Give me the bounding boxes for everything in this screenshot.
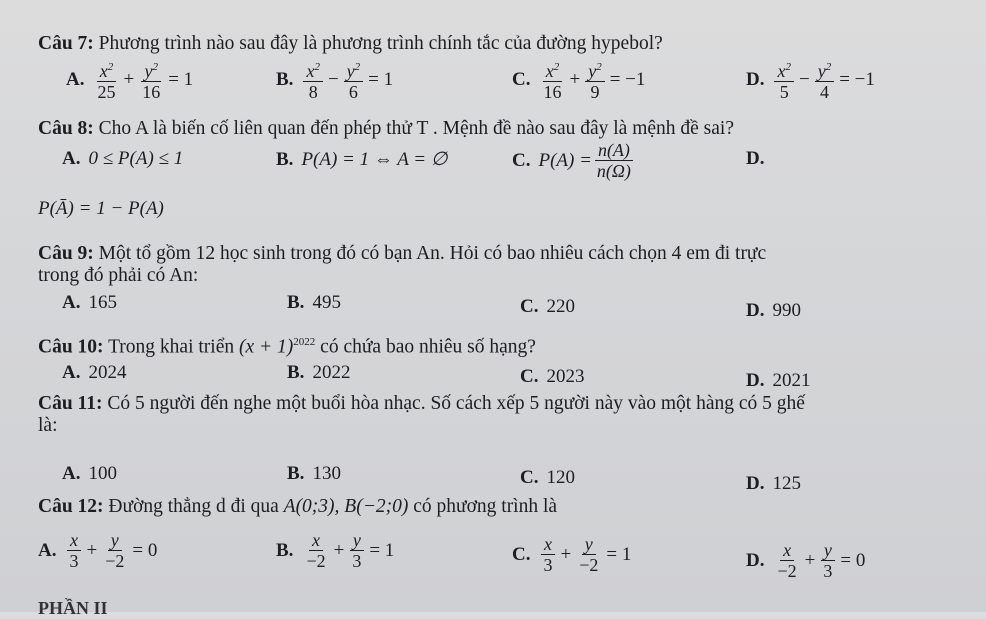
option-12d[interactable]: D. $\frac{x}{-2}$ + $\frac{y}{3}$ = 0 <box>746 540 866 581</box>
section-heading-cut: PHẦN II <box>38 598 108 618</box>
question-number: Câu 11: <box>38 393 103 414</box>
option-11b[interactable]: B. 130 <box>287 463 341 484</box>
question-9-cont: trong đó phải có An: <box>38 265 199 286</box>
question-11: Câu 11: Có 5 người đến nghe một buổi hòa nhạc. Số cách xếp 5 người này vào một hàng có 5 ghế <box>38 393 805 414</box>
option-9c[interactable]: C. 220 <box>520 296 575 317</box>
question-number: Câu 12: <box>38 496 104 517</box>
option-8a[interactable]: A. 0 ≤ P(A) ≤ 1 <box>62 148 184 169</box>
option-10d[interactable]: D. 2021 <box>746 370 811 391</box>
option-8b[interactable]: B. P(A) = 1 ⇔ A = ∅ <box>276 148 448 170</box>
option-11a[interactable]: A. 100 <box>62 463 117 484</box>
option-9d[interactable]: D. 990 <box>746 300 801 321</box>
question-number: Câu 7: <box>38 33 94 54</box>
option-9b[interactable]: B. 495 <box>287 292 341 313</box>
question-9 <box>38 242 766 266</box>
option-8c[interactable]: C. P(A) = $\frac{n(A)}{n(\Omega)}$ <box>512 140 631 181</box>
option-9a[interactable]: A. 165 <box>62 292 117 313</box>
question-12: Câu 12: Đường thẳng d đi qua A(0;3), B(−2;0) có phương trình là <box>38 496 558 517</box>
option-10c[interactable]: C. 2023 <box>520 366 585 387</box>
question-number: Câu 8: <box>38 118 94 139</box>
option-7d[interactable]: D. $\frac{x^2}{5}$ − $\frac{y^2}{4}$ = −1 <box>746 57 878 102</box>
option-12b[interactable]: B. $\frac{x}{-2}$ + $\frac{y}{3}$ = 1 <box>276 530 395 571</box>
question-text: Cho A là biến cố liên quan đến phép thử T . Mệnh đề nào sau đây là mệnh đề sai? <box>98 118 735 139</box>
question-8 <box>38 117 734 141</box>
option-10a[interactable]: A. 2024 <box>62 362 127 383</box>
option-12a[interactable]: A. $\frac{x}{3}$ + $\frac{y}{-2}$ = 0 <box>38 530 158 571</box>
option-8d-content: P(Ā) = 1 − P(A) <box>38 198 164 219</box>
option-10b[interactable]: B. 2022 <box>287 362 351 383</box>
question-11-cont: là: <box>38 415 58 436</box>
question-number: Câu 9: <box>38 243 94 264</box>
question-7 <box>38 32 663 56</box>
option-11d[interactable]: D. 125 <box>746 473 801 494</box>
question-text: Phương trình nào sau đây là phương trình chính tắc của đường hypebol? <box>98 33 663 54</box>
question-10: Câu 10: Trong khai triển $(x + 1)^{2022}$ có chứa bao nhiêu số hạng? <box>38 336 536 358</box>
option-8d[interactable]: D. <box>746 148 765 169</box>
question-number: Câu 10: <box>38 336 104 358</box>
option-11c[interactable]: C. 120 <box>520 467 575 488</box>
option-7c[interactable]: C. $\frac{x^2}{16}$ + $\frac{y^2}{9}$ = −1 <box>512 57 648 102</box>
option-12c[interactable]: C. $\frac{x}{3}$ + $\frac{y}{-2}$ = 1 <box>512 534 632 575</box>
question-text: Một tổ gồm 12 học sinh trong đó có bạn An. Hỏi có bao nhiêu cách chọn 4 em đi trực <box>98 243 767 264</box>
option-7a[interactable]: A. $\frac{x^2}{25}$ + $\frac{y^2}{16}$ = 1 <box>66 57 196 102</box>
option-7b[interactable]: B. $\frac{x^2}{8}$ − $\frac{y^2}{6}$ = 1 <box>276 57 396 102</box>
